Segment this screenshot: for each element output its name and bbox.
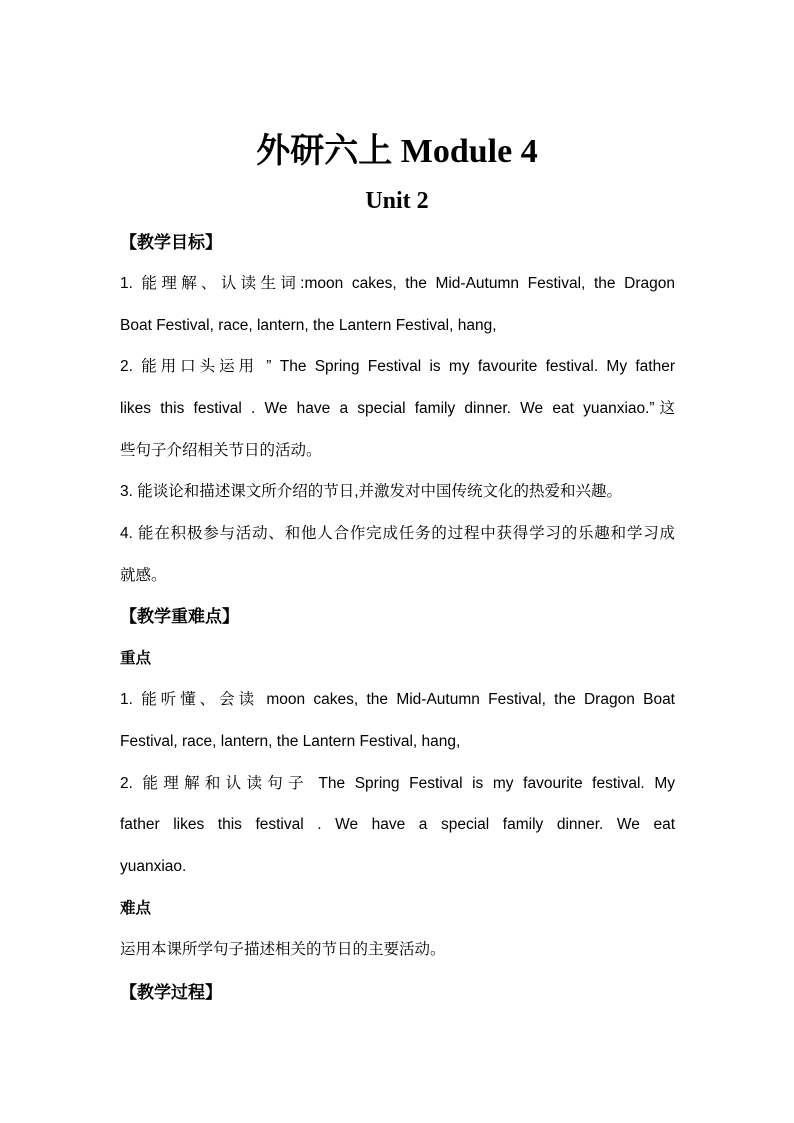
objective-line-3: 2. 能用口头运用 ” The Spring Festival is my favourite festival. My father [120, 358, 675, 375]
focus-label: 重点 [120, 650, 152, 667]
difficulty-line-1: 运用本课所学句子描述相关的节日的主要活动。 [120, 941, 446, 958]
objective-line-7: 4. 能在积极参与活动、和他人合作完成任务的过程中获得学习的乐趣和学习成 [120, 525, 675, 542]
focus-line-2: Festival, race, lantern, the Lantern Festival, hang, [120, 733, 461, 750]
objective-line-5: 些句子介绍相关节日的活动。 [120, 442, 322, 459]
objective-line-8: 就感。 [120, 567, 167, 584]
key-points-heading: 【教学重难点】 [120, 607, 239, 626]
focus-line-4: father likes this festival . We have a special family dinner. We eat [120, 816, 675, 833]
objective-line-6: 3. 能谈论和描述课文所介绍的节日,并激发对中国传统文化的热爱和兴趣。 [120, 483, 623, 500]
objective-line-2: Boat Festival, race, lantern, the Lantern Festival, hang, [120, 317, 497, 334]
difficulty-label: 难点 [120, 900, 152, 917]
focus-line-3: 2. 能理解和认读句子 The Spring Festival is my favourite festival. My [120, 775, 675, 792]
focus-line-1: 1. 能听懂、会读 moon cakes, the Mid-Autumn Festival, the Dragon Boat [120, 691, 675, 708]
page-title: 外研六上 Module 4 [256, 133, 538, 170]
objective-line-1: 1. 能理解、认读生词:moon cakes, the Mid-Autumn Festival, the Dragon [120, 275, 675, 292]
process-heading: 【教学过程】 [120, 983, 222, 1002]
objectives-heading: 【教学目标】 [120, 233, 222, 252]
focus-line-5: yuanxiao. [120, 858, 187, 875]
objective-line-4: likes this festival . We have a special family dinner. We eat yuanxiao.”这 [120, 400, 675, 417]
page-subtitle: Unit 2 [365, 188, 429, 214]
